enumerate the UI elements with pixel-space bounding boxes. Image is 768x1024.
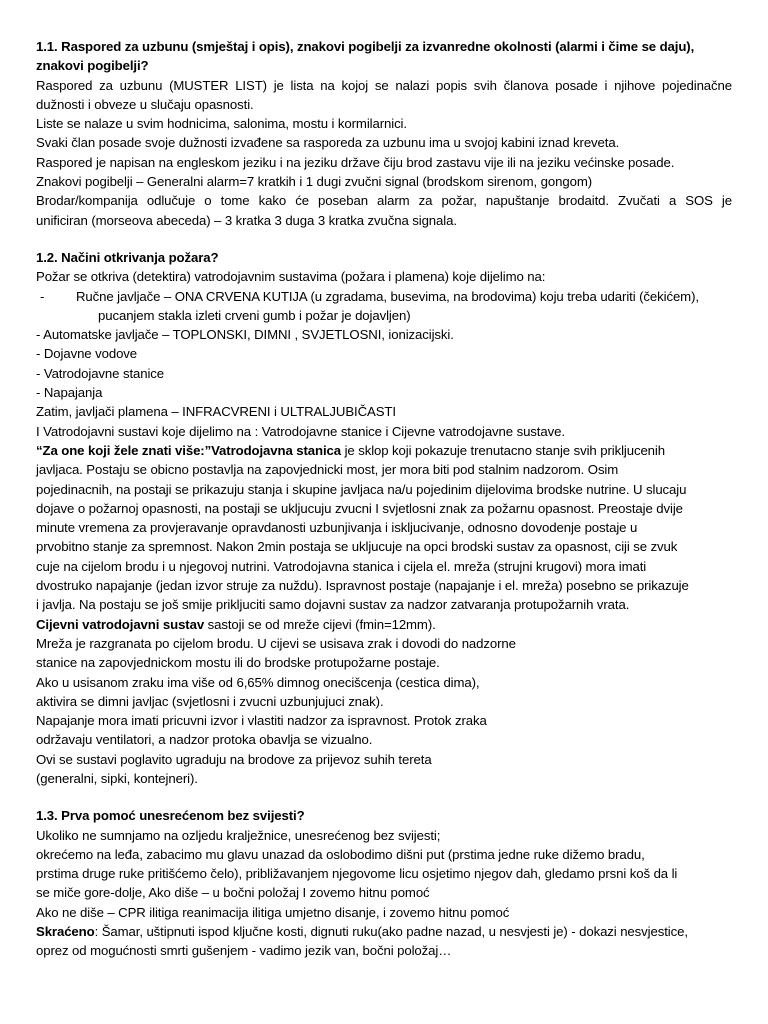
tube-line: (generalni, sipki, kontejneri). bbox=[36, 770, 198, 786]
station-line: prvobitno stanje za spremnost. Nakon 2min postaja se ukljucuje na opci brodski sustav za opasnost, ciji se zvuk bbox=[36, 539, 678, 555]
section-1-line: Svaki član posade svoje dužnosti izvađene sa rasporeda za uzbunu ima u svojoj kabini iznad kreveta. bbox=[36, 135, 620, 151]
section-1-line: unificiran (morseova abeceda) – 3 kratka 3 duga 3 kratka zvučna signala. bbox=[36, 212, 457, 228]
tube-line: Ovi se sustavi poglavito ugraduju na brodove za prijevoz suhih tereta bbox=[36, 751, 432, 767]
station-line: pojedinacnih, na postaji se prikazuju stanja i skupine javljaca na/u pojedinim dijelovima brodske nutrine. U slucaju bbox=[36, 481, 687, 497]
list-item: - Dojavne vodove bbox=[36, 346, 138, 362]
section-2-line: Zatim, javljači plamena – INFRACVRENI i ULTRALJUBIČASTI bbox=[36, 404, 396, 420]
section-1-line: dužnosti i obveze u slučaju opasnosti. bbox=[36, 96, 254, 112]
bullet-text: Ručne javljače – ONA CRVENA KUTIJA (u zgradama, busevima, na brodovima) koju treba udariti (čekićem), bbox=[76, 288, 699, 304]
section-3-heading: 1.3. Prva pomoć unesrećenom bez svijesti? bbox=[36, 808, 305, 824]
tube-line: održavaju ventilatori, a nadzor protoka obavlja se vizualno. bbox=[36, 732, 373, 748]
paragraph-gap bbox=[36, 788, 732, 806]
station-bold-term: “Za one koji žele znati više:”Vatrodojavna stanica bbox=[36, 442, 342, 458]
section-1-line: Brodar/kompanija odlučuje o tome kako će poseban alarm za požar, napuštanje brodaitd. Zvučati a SOS je bbox=[36, 193, 732, 209]
tube-line: Napajanje mora imati pricuvni izvor i vlastiti nadzor za ispravnost. Protok zraka bbox=[36, 713, 487, 729]
short-summary-line bbox=[36, 922, 732, 941]
section-2-intro: Požar se otkriva (detektira) vatrodojavnim sustavima (požara i plamena) koje dijelimo na: bbox=[36, 269, 546, 285]
station-intro-line bbox=[36, 441, 732, 460]
paragraph-gap bbox=[36, 230, 732, 248]
section-3-line: Ukoliko ne sumnjamo na ozljedu kralježnice, unesrećenog bez svijesti; bbox=[36, 827, 441, 843]
bullet-item-manual-detectors bbox=[36, 287, 732, 306]
short-summary-rest: : Šamar, uštipnuti ispod ključne kosti, dignuti ruku(ako padne nazad, u nesvjesti je) - dokazi nesvjestice, bbox=[94, 924, 688, 940]
tube-system-bold-term: Cijevni vatrodojavni sustav bbox=[36, 616, 205, 632]
tube-line: aktivira se dimni javljac (svjetlosni i zvucni uzbunjujuci znak). bbox=[36, 693, 384, 709]
tube-line: stanice na zapovjednickom mostu ili do brodske protupožarne postaje. bbox=[36, 655, 440, 671]
list-item: - Automatske javljače – TOPLONSKI, DIMNI , SVJETLOSNI, ionizacijski. bbox=[36, 327, 454, 343]
station-intro-rest: je sklop koji pokazuje trenutacno stanje svih prikljucenih bbox=[341, 442, 665, 458]
short-summary-bold-term: Skraćeno bbox=[36, 924, 95, 940]
station-line: i javlja. Na postaju se još smije prikljuciti samo dojavni sustav za nadzor zatvaranja protupožarnih vrata. bbox=[36, 597, 630, 613]
section-3-last-line: oprez od mogućnosti smrti gušenjem - vadimo jezik van, bočni položaj… bbox=[36, 943, 452, 959]
section-1-heading-line-1: 1.1. Raspored za uzbunu (smještaj i opis), znakovi pogibelji za izvanredne okolnosti (alarmi i čime se daju), bbox=[36, 39, 695, 54]
station-line: dvostruko napajanje (jedan izvor struje za nuždu). Ispravnost postaje (napajanje i el. mreža) posebno se prikazuje bbox=[36, 578, 689, 594]
section-2-line: I Vatrodojavni sustavi koje dijelimo na : Vatrodojavne stanice i Cijevne vatrodojavne sustave. bbox=[36, 423, 565, 439]
bullet-continuation: pucanjem stakla izleti crveni gumb i požar je dojavljen) bbox=[98, 307, 411, 323]
section-1-line: Raspored za uzbunu (MUSTER LIST) je lista na kojoj se nalazi popis svih članova posade i njihove pojedinačne bbox=[36, 77, 732, 93]
section-3-line: se miče gore-dolje, Ako diše – u bočni položaj I zovemo hitnu pomoć bbox=[36, 885, 430, 901]
tube-system-intro-rest: sastoji se od mreže cijevi (fmin=12mm). bbox=[204, 616, 436, 632]
station-line: minute vremena za provjeravanje opravdanosti uzbunjivanja i iskljucivanje, odnosno dovodenje postaje u bbox=[36, 520, 638, 536]
station-line: cuje na cijelom brodu i u njegovoj nutrini. Vatrodojavna stanica i cijela el. mreža (strujni krugovi) mora imati bbox=[36, 558, 647, 574]
section-1-line: Liste se nalaze u svim hodnicima, salonima, mostu i kormilarnici. bbox=[36, 116, 407, 132]
section-3-line: okrećemo na leđa, zabacimo mu glavu unazad da oslobodimo dišni put (prstima jedne ruke dižemo bradu, bbox=[36, 846, 645, 862]
section-3-line: Ako ne diše – CPR ilitiga reanimacija ilitiga umjetno disanje, i zovemo hitnu pomoć bbox=[36, 904, 510, 920]
list-item: - Napajanja bbox=[36, 385, 103, 401]
tube-line: Ako u usisanom zraku ima više od 6,65% dimnog onecišcenja (cestica dima), bbox=[36, 674, 480, 690]
tube-line: Mreža je razgranata po cijelom brodu. U cijevi se usisava zrak i dovodi do nadzorne bbox=[36, 635, 516, 651]
section-1-heading-line-2: znakovi pogibelji? bbox=[36, 58, 149, 74]
list-item: - Vatrodojavne stanice bbox=[36, 365, 165, 381]
section-2-heading: 1.2. Načini otkrivanja požara? bbox=[36, 249, 219, 265]
station-line: dojave o požarnoj opasnosti, na postaji se uklјucuju zvucni I svjetlosni znak za požarnu opasnost. Preostaje dvije bbox=[36, 500, 683, 516]
station-line: javljaca. Postaju se obicno postavlja na zapovjednicki most, jer mora biti pod stalnim nadzorom. Osim bbox=[36, 462, 619, 478]
bullet-dash: - bbox=[40, 288, 45, 304]
tube-system-intro-line bbox=[36, 615, 732, 634]
section-1-line: Raspored je napisan na engleskom jeziku i na jeziku države čiju brod zastavu vije ili na jeziku većinske posade. bbox=[36, 154, 675, 170]
section-1-line: Znakovi pogibelji – Generalni alarm=7 kratkih i 1 dugi zvučni signal (brodskom sirenom, gongom) bbox=[36, 174, 593, 190]
section-3-line: prstima druge ruke pritišćemo čelo), približavanjem njegovome licu osjetimo njegov dah, gledamo prsni koš da li bbox=[36, 866, 678, 882]
